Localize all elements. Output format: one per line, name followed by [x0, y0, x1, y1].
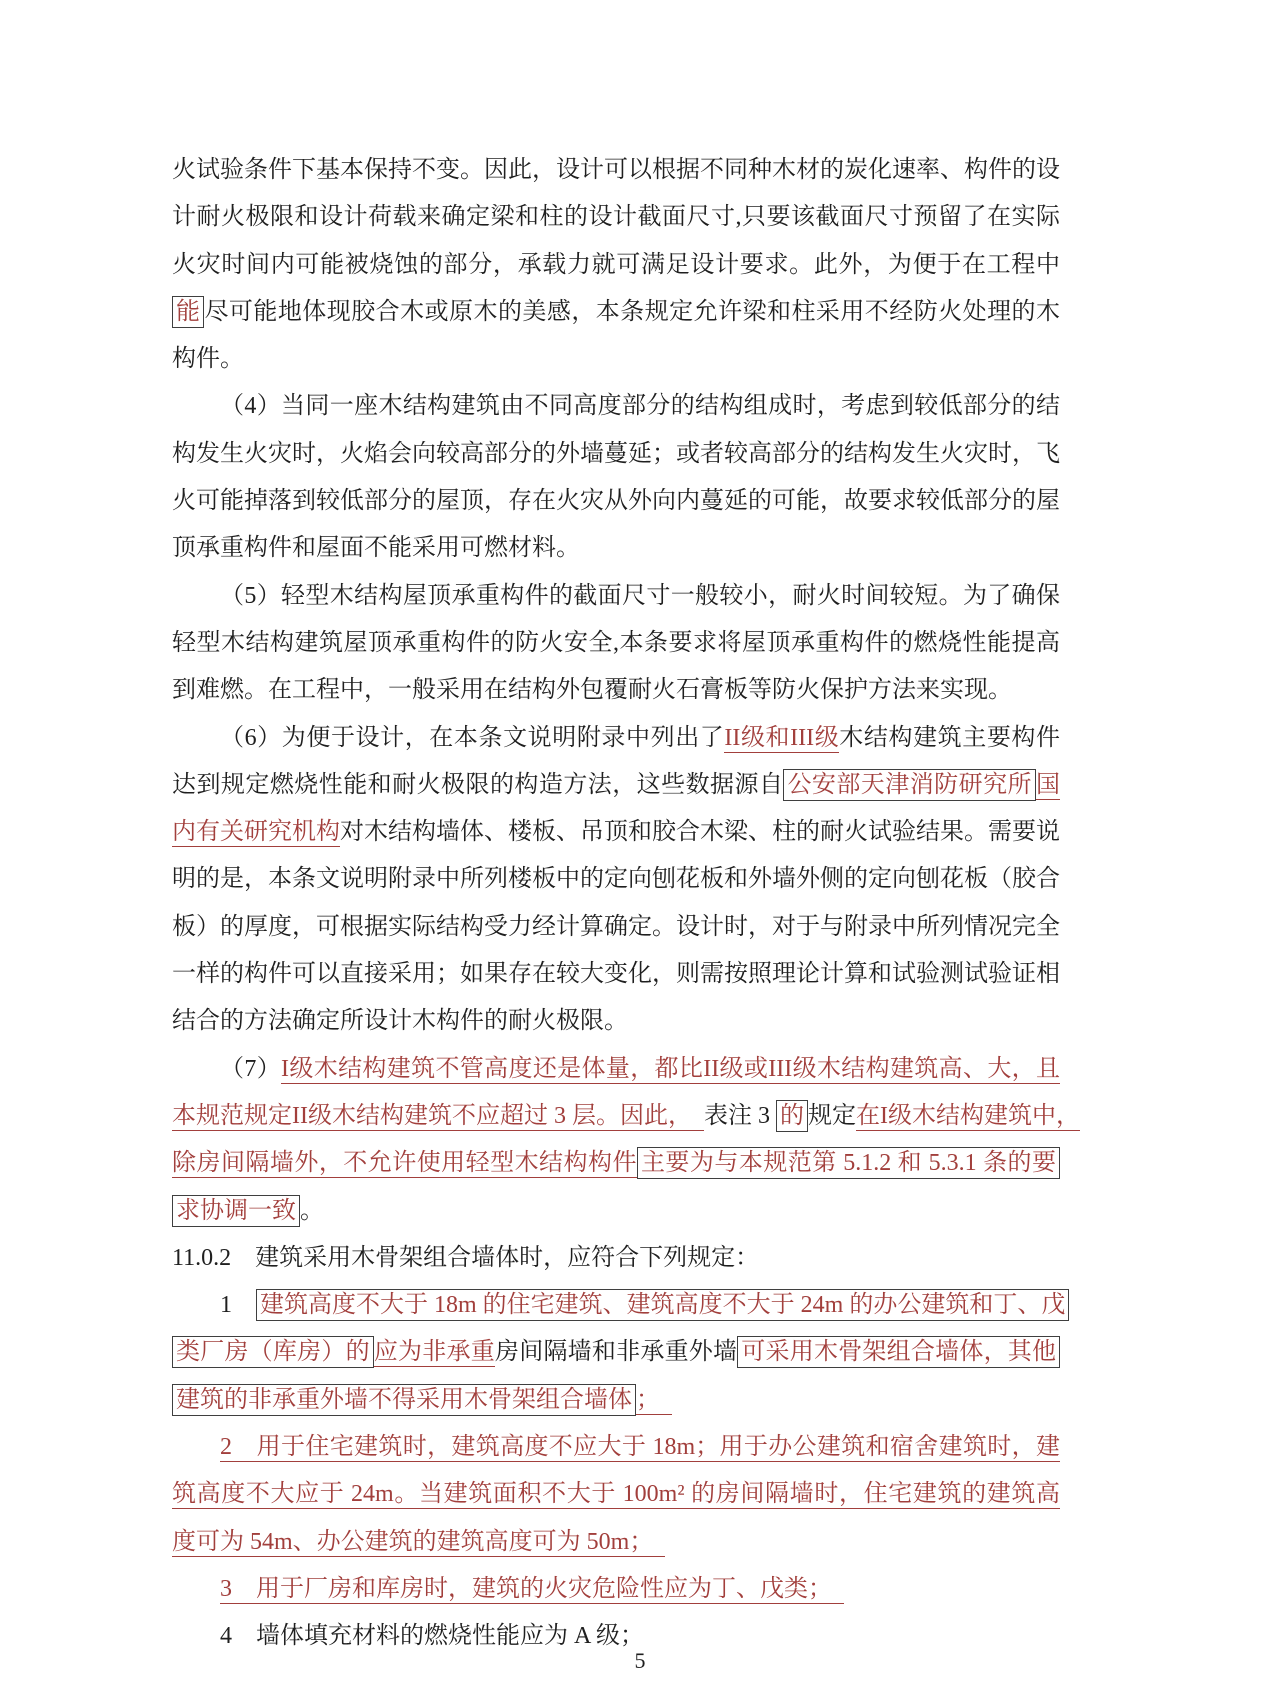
body-text: 轻型木结构建筑屋顶承重构件的防火安全,本条要求将屋顶承重构件的燃烧性能提高: [172, 629, 1060, 656]
text-line: [172, 383, 1060, 430]
text-line: [172, 1471, 1060, 1518]
text-line: [172, 431, 1060, 478]
body-text: 结合的方法确定所设计木构件的耐火极限。: [172, 1008, 628, 1035]
text-line: [172, 856, 1060, 903]
inserted-revision-text: II级和III级: [724, 724, 840, 751]
body-text: 4 墙体填充材料的燃烧性能应为 A 级；: [220, 1623, 645, 1650]
body-text: 尽可能地体现胶合木或原木的美感，本条规定允许梁和柱采用不经防火处理的木: [204, 298, 1061, 325]
body-text: 火可能掉落到较低部分的屋顶，存在火灾从外向内蔓延的可能，故要求较低部分的屋: [172, 488, 1060, 515]
body-text: （4）当同一座木结构建筑由不同高度部分的结构组成时，考虑到较低部分的结: [220, 393, 1060, 420]
text-line: [172, 147, 1060, 194]
inserted-revision-text: I级木结构建筑不管高度还是体量，都比II级或III级木结构建筑高、大，且: [281, 1055, 1061, 1082]
text-line: [172, 667, 1060, 714]
text-line: [172, 573, 1060, 620]
inserted-revision-text: 本规范规定II级木结构建筑不应超过 3 层。因此，: [172, 1102, 704, 1129]
text-line: [172, 762, 1060, 809]
inserted-revision-text: 内有关研究机构: [172, 819, 340, 846]
body-text: 明的是，本条文说明附录中所列楼板中的定向刨花板和外墙外侧的定向刨花板（胶合: [172, 866, 1060, 893]
body-text: 。: [300, 1197, 324, 1224]
deleted-boxed-text: 的: [776, 1100, 808, 1132]
text-line: [172, 1329, 1060, 1376]
text-line: [172, 1188, 1060, 1235]
inserted-revision-text: 除房间隔墙外，不允许使用轻型木结构构件: [172, 1150, 637, 1177]
body-text: 表注 3: [703, 1102, 776, 1129]
deleted-boxed-text: 类厂房（库房）的: [172, 1336, 374, 1368]
text-line: [172, 242, 1060, 289]
text-line: [172, 951, 1060, 998]
text-line: [172, 1235, 1060, 1282]
deleted-boxed-text: 求协调一致: [172, 1195, 300, 1227]
body-text: （7）: [220, 1055, 282, 1082]
text-line: [172, 336, 1060, 383]
body-text: 计耐火极限和设计荷载来确定梁和柱的设计截面尺寸,只要该截面尺寸预留了在实际: [172, 204, 1060, 231]
deleted-boxed-text: 主要为与本规范第 5.1.2 和 5.3.1 条的要: [637, 1147, 1060, 1179]
deleted-boxed-text: 建筑高度不大于 18m 的住宅建筑、建筑高度不大于 24m 的办公建筑和丁、戊: [256, 1289, 1069, 1321]
body-text: 板）的厚度，可根据实际结构受力经计算确定。设计时，对于与附录中所列情况完全: [172, 913, 1060, 940]
deleted-boxed-text: 能: [172, 296, 204, 328]
deleted-boxed-text: 建筑的非承重外墙不得采用木骨架组合墙体: [172, 1384, 636, 1416]
text-line: [172, 809, 1060, 856]
inserted-revision-text: 度可为 54m、办公建筑的建筑高度可为 50m；: [172, 1528, 666, 1555]
body-text: （5）轻型木结构屋顶承重构件的截面尺寸一般较小，耐火时间较短。为了确保: [220, 582, 1060, 609]
body-text: 构发生火灾时，火焰会向较高部分的外墙蔓延；或者较高部分的结构发生火灾时，飞: [172, 440, 1060, 467]
body-text: 规定: [807, 1102, 856, 1129]
text-line: [172, 1377, 1060, 1424]
inserted-revision-text: 筑高度不大应于 24m。当建筑面积不大于 100m² 的房间隔墙时，住宅建筑的建筑高: [172, 1481, 1060, 1508]
body-text: （6）为便于设计，在本条文说明附录中列出了: [220, 724, 725, 751]
inserted-revision-text: 在I级木结构建筑中，: [855, 1102, 1080, 1129]
deleted-boxed-text: 可采用木骨架组合墙体，其他: [737, 1336, 1060, 1368]
page-number: 5: [634, 1648, 646, 1673]
text-line: [172, 1519, 1060, 1566]
text-line: [172, 904, 1060, 951]
document-text-block: [172, 147, 1080, 1661]
deleted-boxed-text: 公安部天津消防研究所: [783, 769, 1036, 801]
text-line: [172, 715, 1060, 762]
body-text: 到难燃。在工程中，一般采用在结构外包覆耐火石膏板等防火保护方法来实现。: [172, 677, 1012, 704]
text-line: [172, 1282, 1066, 1329]
text-line: [172, 289, 1060, 336]
text-line: [172, 620, 1060, 667]
text-line: [172, 1424, 1060, 1471]
inserted-revision-text: 3 用于厂房和库房时，建筑的火灾危险性应为丁、戊类；: [220, 1575, 844, 1602]
body-text: 构件。: [172, 346, 244, 373]
inserted-revision-text: ；: [636, 1386, 672, 1413]
body-text: 达到规定燃烧性能和耐火极限的构造方法，这些数据源自: [172, 771, 784, 798]
body-text: 一样的构件可以直接采用；如果存在较大变化，则需按照理论计算和试验测试验证相: [172, 961, 1060, 988]
body-text: 火灾时间内可能被烧蚀的部分，承载力就可满足设计要求。此外，为便于在工程中: [172, 251, 1060, 278]
body-text: 1: [220, 1292, 256, 1319]
inserted-revision-text: 应为非承重: [373, 1339, 495, 1366]
text-line: [172, 1046, 1060, 1093]
text-line: [172, 1093, 1080, 1140]
inserted-revision-text: 2 用于住宅建筑时，建筑高度不应大于 18m；用于办公建筑和宿舍建筑时，建: [220, 1434, 1060, 1461]
body-text: 11.0.2 建筑采用木骨架组合墙体时，应符合下列规定：: [172, 1244, 760, 1271]
text-line: [172, 194, 1060, 241]
body-text: 房间隔墙和非承重外墙: [494, 1339, 738, 1366]
text-line: [172, 525, 1060, 572]
inserted-revision-text: 国: [1036, 771, 1061, 798]
text-line: [172, 1140, 1060, 1187]
text-line: [172, 1566, 1060, 1613]
body-text: 顶承重构件和屋面不能采用可燃材料。: [172, 535, 580, 562]
body-text: 木结构建筑主要构件: [839, 724, 1061, 751]
text-line: [172, 998, 1060, 1045]
body-text: 对木结构墙体、楼板、吊顶和胶合木梁、柱的耐火试验结果。需要说: [340, 819, 1060, 846]
text-line: [172, 478, 1060, 525]
body-text: 火试验条件下基本保持不变。因此，设计可以根据不同种木材的炭化速率、构件的设: [172, 157, 1060, 183]
